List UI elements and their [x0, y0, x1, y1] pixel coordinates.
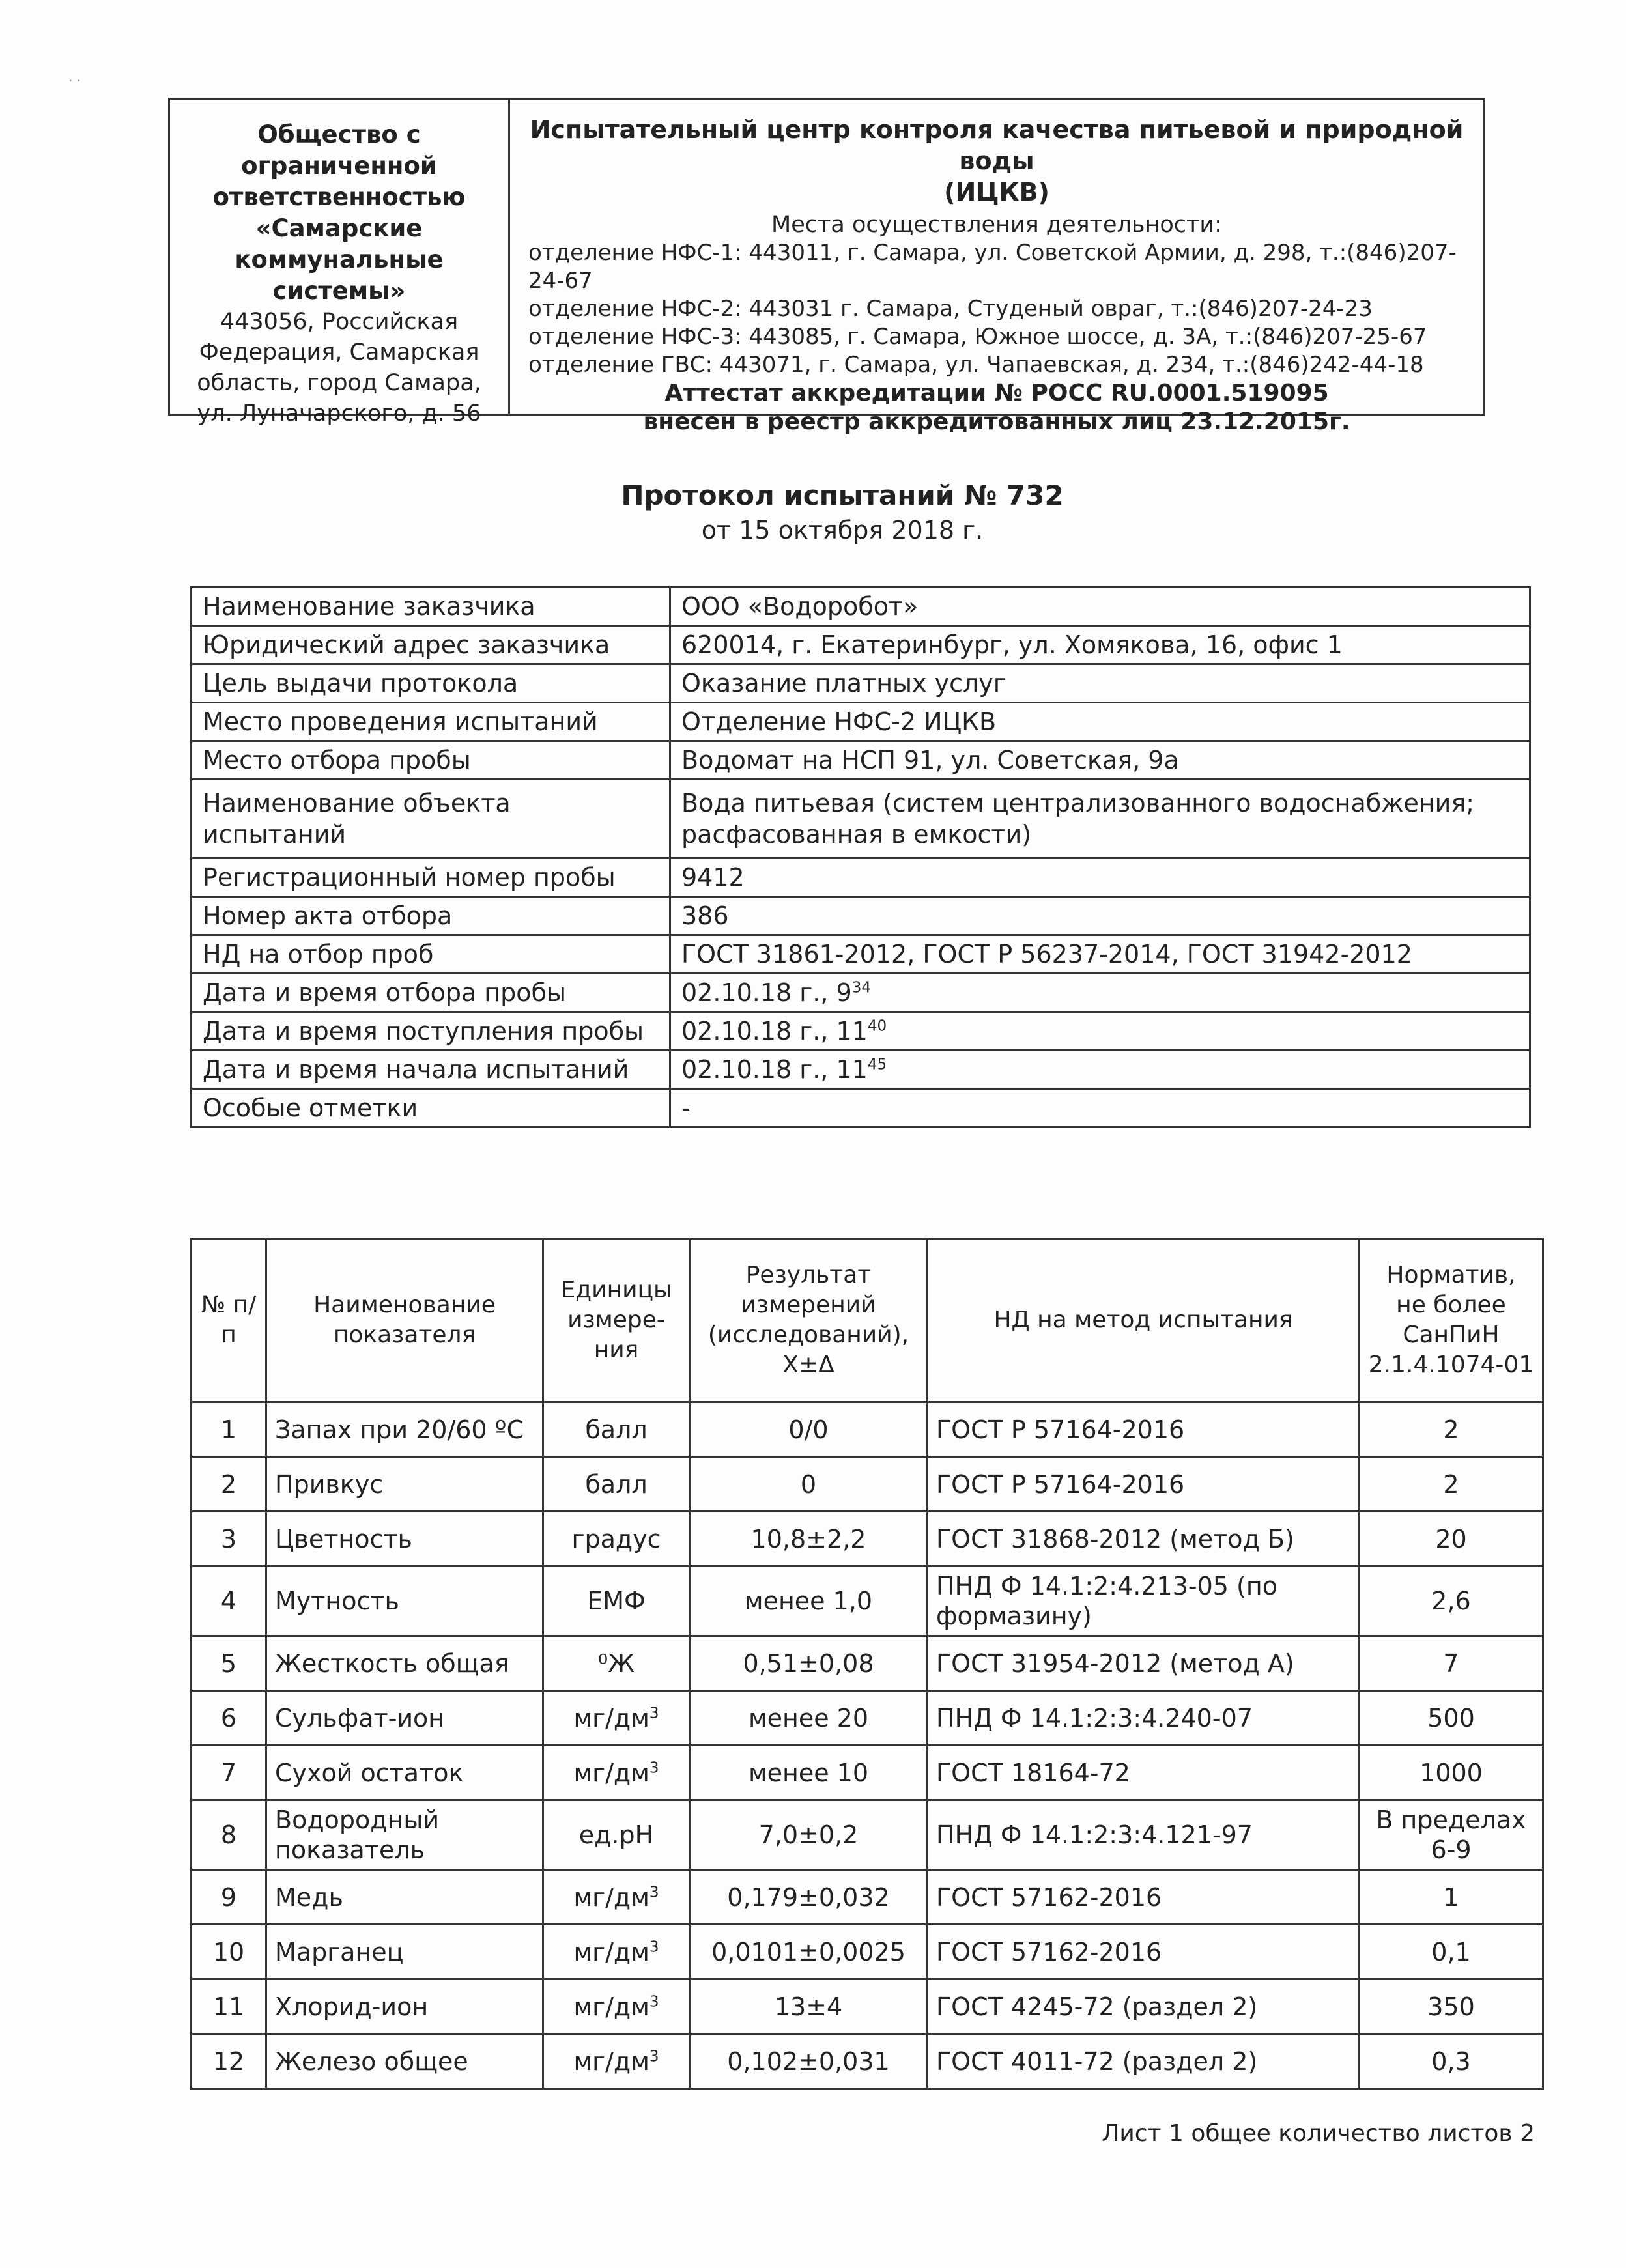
indicator-name-text: Цветность: [275, 1524, 412, 1553]
test-method-text: ГОСТ 57162-2016: [936, 1882, 1162, 1912]
test-method: [928, 1636, 1360, 1691]
info-value-line: Вода питьевая (систем централизованного водоснабжения;: [681, 789, 1475, 817]
unit-exponent: 3: [649, 2047, 659, 2065]
result-value-text: 0,102±0,031: [727, 2047, 890, 2076]
unit-cell: [543, 1512, 690, 1566]
indicator-name: [266, 1566, 543, 1636]
test-method-text: ГОСТ Р 57164-2016: [936, 1415, 1185, 1444]
norm-value: [1360, 1800, 1543, 1870]
results-row: [192, 1870, 1543, 1925]
test-method-text: ГОСТ 57162-2016: [936, 1937, 1162, 1966]
result-value: [690, 1870, 928, 1925]
norm-value: [1360, 1746, 1543, 1800]
unit-cell: [543, 2034, 690, 2089]
info-row: [192, 588, 1530, 626]
info-row: [192, 780, 1530, 858]
row-number: [192, 1800, 266, 1870]
norm-value-text: 2: [1443, 1469, 1459, 1499]
result-value: [690, 1566, 928, 1636]
info-row: [192, 935, 1530, 974]
address-line: 443056, Российская: [220, 309, 459, 335]
unit-cell-text: ⁰Ж: [597, 1649, 635, 1678]
info-value: 620014, г. Екатеринбург, ул. Хомякова, 16, офис 1: [670, 626, 1530, 664]
row-number: [192, 1566, 266, 1636]
result-value: [690, 1746, 928, 1800]
org-line: ответственностью: [212, 183, 466, 211]
test-method-text: ГОСТ 18164-72: [936, 1758, 1130, 1787]
test-method-text: ГОСТ 4245-72 (раздел 2): [936, 1992, 1258, 2021]
scan-speck: · ·: [68, 73, 81, 89]
norm-value: [1360, 1402, 1543, 1457]
unit-cell-text: мг/дм: [573, 1992, 649, 2021]
results-row: [192, 2034, 1543, 2089]
indicator-name-text: Медь: [275, 1882, 343, 1912]
result-value-text: 0,179±0,032: [727, 1882, 890, 1912]
norm-value-text: В пределах 6-9: [1376, 1806, 1526, 1864]
indicator-name: [266, 2034, 543, 2089]
norm-value-text: 0,3: [1431, 2047, 1471, 2076]
info-value: [670, 1051, 1530, 1089]
row-number-text: 11: [212, 1992, 245, 2021]
unit-cell: [543, 1457, 690, 1512]
unit-cell: [543, 1800, 690, 1870]
info-row: [192, 703, 1530, 741]
test-method: [928, 1979, 1360, 2034]
info-row: [192, 1051, 1530, 1089]
test-method-text: ГОСТ 31868-2012 (метод Б): [936, 1524, 1294, 1553]
test-method: [928, 1746, 1360, 1800]
info-value: 386: [670, 897, 1530, 935]
norm-value-text: 2: [1443, 1415, 1459, 1444]
org-line: ограниченной: [241, 152, 437, 180]
indicator-name: [266, 1402, 543, 1457]
row-number-text: 4: [220, 1587, 237, 1615]
norm-value-text: 1: [1443, 1882, 1459, 1912]
info-value: Водомат на НСП 91, ул. Советская, 9а: [670, 741, 1530, 780]
unit-cell-text: градус: [571, 1524, 661, 1553]
row-number: [192, 1457, 266, 1512]
address-line: область, город Самара,: [197, 370, 481, 396]
branch-line: отделение НФС-2: 443031 г. Самара, Студеный овраг, т.:(846)207-24-23: [528, 296, 1373, 322]
results-row: [192, 1925, 1543, 1979]
activity-places-label: Места осуществления деятельности:: [771, 212, 1222, 238]
time-minutes: 34: [851, 979, 871, 997]
result-value-text: 0/0: [788, 1415, 829, 1444]
test-center-title: Испытательный центр контроля качества питьевой и природной воды: [530, 115, 1464, 175]
unit-cell-text: балл: [585, 1469, 648, 1499]
info-value-text: 02.10.18 г., 11: [681, 1017, 868, 1045]
norm-value: [1360, 2034, 1543, 2089]
indicator-name-text: Жесткость общая: [275, 1649, 509, 1678]
result-value-text: менее 20: [748, 1703, 869, 1733]
info-value: Оказание платных услуг: [670, 664, 1530, 703]
info-value: [670, 974, 1530, 1012]
unit-cell: [543, 1925, 690, 1979]
accreditation-line: Аттестат аккредитации № РОСС RU.0001.519095: [664, 380, 1329, 406]
norm-value-text: 1000: [1419, 1758, 1483, 1787]
norm-value-text: 20: [1435, 1524, 1467, 1553]
row-number-text: 7: [220, 1758, 237, 1787]
unit-cell: [543, 1691, 690, 1746]
col-header-method: НД на метод испытания: [928, 1239, 1360, 1402]
organization-name: [182, 119, 496, 307]
row-number-text: 12: [212, 2047, 245, 2076]
info-label: Юридический адрес заказчика: [192, 626, 670, 664]
test-method: [928, 1800, 1360, 1870]
row-number-text: 3: [220, 1524, 237, 1553]
unit-cell: [543, 1979, 690, 2034]
info-row: [192, 664, 1530, 703]
branch-line: отделение ГВС: 443071, г. Самара, ул. Чапаевская, д. 234, т.:(846)242-44-18: [528, 352, 1424, 378]
indicator-name-text: Марганец: [275, 1937, 404, 1966]
results-row: [192, 1800, 1543, 1870]
row-number-text: 6: [220, 1703, 237, 1733]
norm-value: [1360, 1691, 1543, 1746]
info-label: Дата и время начала испытаний: [192, 1051, 670, 1089]
norm-value: [1360, 1979, 1543, 2034]
results-header-row: [192, 1239, 1543, 1402]
results-row: [192, 1636, 1543, 1691]
row-number: [192, 1691, 266, 1746]
col-header-result: Результат измерений (исследований), Х±Δ: [690, 1239, 928, 1402]
test-center-cell: [510, 100, 1483, 435]
row-number: [192, 1925, 266, 1979]
unit-cell-text: ЕМФ: [587, 1587, 646, 1615]
unit-exponent: 3: [649, 1938, 659, 1955]
info-value: [670, 780, 1530, 858]
sheet-footer: Лист 1 общее количество листов 2: [1102, 2120, 1535, 2147]
unit-cell: [543, 1870, 690, 1925]
organization-address: [182, 307, 496, 429]
result-value: [690, 2034, 928, 2089]
result-value: [690, 1925, 928, 1979]
norm-value: [1360, 1870, 1543, 1925]
test-method-text: ГОСТ 4011-72 (раздел 2): [936, 2047, 1258, 2076]
norm-value: [1360, 1925, 1543, 1979]
organization-cell: [170, 100, 510, 427]
info-label: Место проведения испытаний: [192, 703, 670, 741]
test-method-text: ПНД Ф 14.1:2:3:4.240-07: [936, 1703, 1253, 1733]
col-header-norm: Норматив, не более СанПиН 2.1.4.1074-01: [1360, 1239, 1543, 1402]
indicator-name: [266, 1925, 543, 1979]
results-row: [192, 1746, 1543, 1800]
result-value: [690, 1800, 928, 1870]
unit-cell-text: мг/дм: [573, 1703, 649, 1733]
org-line: коммунальные: [235, 246, 444, 274]
result-value-text: 10,8±2,2: [750, 1524, 866, 1553]
indicator-name: [266, 1457, 543, 1512]
indicator-name-text: Водородный показатель: [275, 1806, 440, 1864]
indicator-name: [266, 1979, 543, 2034]
protocol-heading: [0, 477, 1626, 546]
info-row: [192, 974, 1530, 1012]
unit-cell: [543, 1402, 690, 1457]
indicator-name-text: Хлорид-ион: [275, 1992, 429, 2021]
col-header-unit: Единицы измере-ния: [543, 1239, 690, 1402]
result-value: [690, 1457, 928, 1512]
col-header-name: Наименование показателя: [266, 1239, 543, 1402]
test-method: [928, 1566, 1360, 1636]
row-number: [192, 1746, 266, 1800]
norm-value-text: 7: [1443, 1649, 1459, 1678]
result-value: [690, 1691, 928, 1746]
letterhead: [168, 98, 1485, 435]
results-row: [192, 1512, 1543, 1566]
info-label: Место отбора пробы: [192, 741, 670, 780]
test-center-abbrev: (ИЦКВ): [944, 178, 1049, 206]
test-method-text: ГОСТ Р 57164-2016: [936, 1469, 1185, 1499]
result-value-text: 0: [800, 1469, 817, 1499]
norm-value: [1360, 1512, 1543, 1566]
result-value: [690, 1636, 928, 1691]
norm-value: [1360, 1636, 1543, 1691]
indicator-name-text: Железо общее: [275, 2047, 468, 2076]
registry-line: внесен в реестр аккредитованных лиц 23.12.2015г.: [643, 408, 1350, 435]
row-number-text: 10: [212, 1937, 245, 1966]
norm-value-text: 2,6: [1431, 1587, 1471, 1615]
result-value-text: 0,51±0,08: [743, 1649, 874, 1678]
test-method: [928, 1512, 1360, 1566]
row-number-text: 2: [220, 1469, 237, 1499]
indicator-name-text: Сухой остаток: [275, 1758, 464, 1787]
result-value: [690, 1402, 928, 1457]
results-body: [192, 1402, 1543, 2089]
protocol-title: Протокол испытаний № 732: [621, 479, 1064, 511]
indicator-name-text: Привкус: [275, 1469, 384, 1499]
row-number: [192, 1636, 266, 1691]
info-row: [192, 897, 1530, 935]
results-row: [192, 1566, 1543, 1636]
norm-value: [1360, 1457, 1543, 1512]
info-label: Наименование заказчика: [192, 588, 670, 626]
results-table: [190, 1238, 1544, 2090]
col-header-num: № п/п: [192, 1239, 266, 1402]
norm-value-text: 0,1: [1431, 1937, 1471, 1966]
indicator-name: [266, 1870, 543, 1925]
unit-cell: [543, 1636, 690, 1691]
result-value-text: 7,0±0,2: [758, 1821, 859, 1849]
row-number-text: 8: [220, 1821, 237, 1849]
indicator-name-text: Мутность: [275, 1587, 399, 1615]
results-row: [192, 1979, 1543, 2034]
row-number: [192, 1402, 266, 1457]
time-minutes: 40: [867, 1017, 887, 1035]
row-number: [192, 1979, 266, 2034]
info-value: -: [670, 1089, 1530, 1127]
branch-line: отделение НФС-3: 443085, г. Самара, Южное шоссе, д. 3А, т.:(846)207-25-67: [528, 324, 1427, 350]
norm-value-text: 500: [1427, 1703, 1475, 1733]
test-method: [928, 1870, 1360, 1925]
time-minutes: 45: [867, 1056, 887, 1073]
info-value-text: 02.10.18 г., 9: [681, 978, 852, 1007]
unit-cell-text: мг/дм: [573, 2047, 649, 2076]
protocol-date: от 15 октября 2018 г.: [701, 516, 984, 545]
result-value-text: менее 10: [748, 1758, 869, 1787]
unit-exponent: 3: [649, 1992, 659, 2010]
result-value-text: 13±4: [774, 1992, 843, 2021]
info-label: Дата и время поступления пробы: [192, 1012, 670, 1051]
info-value: ООО «Водоробот»: [670, 588, 1530, 626]
org-line: системы»: [272, 277, 406, 305]
address-line: ул. Луначарского, д. 56: [197, 401, 481, 427]
row-number-text: 9: [220, 1882, 237, 1912]
result-value-text: 0,0101±0,0025: [711, 1937, 906, 1966]
test-method: [928, 1925, 1360, 1979]
test-method: [928, 1457, 1360, 1512]
test-method-text: ПНД Ф 14.1:2:3:4.121-97: [936, 1821, 1253, 1849]
sample-info-table: [190, 586, 1531, 1128]
indicator-name: [266, 1746, 543, 1800]
info-row: [192, 1089, 1530, 1127]
result-value: [690, 1979, 928, 2034]
norm-value-text: 350: [1427, 1992, 1475, 2021]
info-value: ГОСТ 31861-2012, ГОСТ Р 56237-2014, ГОСТ 31942-2012: [670, 935, 1530, 974]
info-row: [192, 1012, 1530, 1051]
info-row: [192, 626, 1530, 664]
info-label: Особые отметки: [192, 1089, 670, 1127]
row-number: [192, 2034, 266, 2089]
indicator-name-text: Сульфат-ион: [275, 1703, 445, 1733]
row-number: [192, 1512, 266, 1566]
unit-exponent: 3: [649, 1704, 659, 1722]
info-value: Отделение НФС-2 ИЦКВ: [670, 703, 1530, 741]
info-label: Номер акта отбора: [192, 897, 670, 935]
info-value-line: расфасованная в емкости): [681, 820, 1032, 849]
unit-cell-text: мг/дм: [573, 1882, 649, 1912]
info-label: Регистрационный номер пробы: [192, 858, 670, 897]
info-row: [192, 858, 1530, 897]
unit-exponent: 3: [649, 1883, 659, 1901]
test-method-text: ПНД Ф 14.1:2:4.213-05 (по формазину): [936, 1572, 1277, 1630]
test-method: [928, 1402, 1360, 1457]
info-label: Дата и время отбора пробы: [192, 974, 670, 1012]
test-method-text: ГОСТ 31954-2012 (метод А): [936, 1649, 1294, 1678]
result-value: [690, 1512, 928, 1566]
info-label: НД на отбор проб: [192, 935, 670, 974]
info-value-text: 02.10.18 г., 11: [681, 1055, 868, 1084]
unit-exponent: 3: [649, 1759, 659, 1776]
info-value: 9412: [670, 858, 1530, 897]
norm-value: [1360, 1566, 1543, 1636]
indicator-name-text: Запах при 20/60 ºС: [275, 1415, 524, 1444]
row-number: [192, 1870, 266, 1925]
unit-cell: [543, 1746, 690, 1800]
indicator-name: [266, 1512, 543, 1566]
results-row: [192, 1457, 1543, 1512]
row-number-text: 1: [220, 1415, 237, 1444]
test-method: [928, 1691, 1360, 1746]
indicator-name: [266, 1636, 543, 1691]
row-number-text: 5: [220, 1649, 237, 1678]
org-line: Общество с: [257, 120, 421, 149]
info-label: Цель выдачи протокола: [192, 664, 670, 703]
unit-cell-text: мг/дм: [573, 1758, 649, 1787]
indicator-name: [266, 1800, 543, 1870]
result-value-text: менее 1,0: [744, 1587, 873, 1615]
info-value: [670, 1012, 1530, 1051]
results-row: [192, 1402, 1543, 1457]
indicator-name: [266, 1691, 543, 1746]
branch-line: отделение НФС-1: 443011, г. Самара, ул. Советской Армии, д. 298, т.:(846)207-24-67: [528, 240, 1457, 294]
unit-cell: [543, 1566, 690, 1636]
address-line: Федерация, Самарская: [199, 339, 479, 365]
test-method: [928, 2034, 1360, 2089]
unit-cell-text: балл: [585, 1415, 648, 1444]
unit-cell-text: ед.рН: [578, 1821, 654, 1849]
unit-cell-text: мг/дм: [573, 1937, 649, 1966]
info-row: [192, 741, 1530, 780]
results-row: [192, 1691, 1543, 1746]
org-line: «Самарские: [255, 214, 423, 242]
info-label: Наименование объекта испытаний: [192, 780, 670, 858]
